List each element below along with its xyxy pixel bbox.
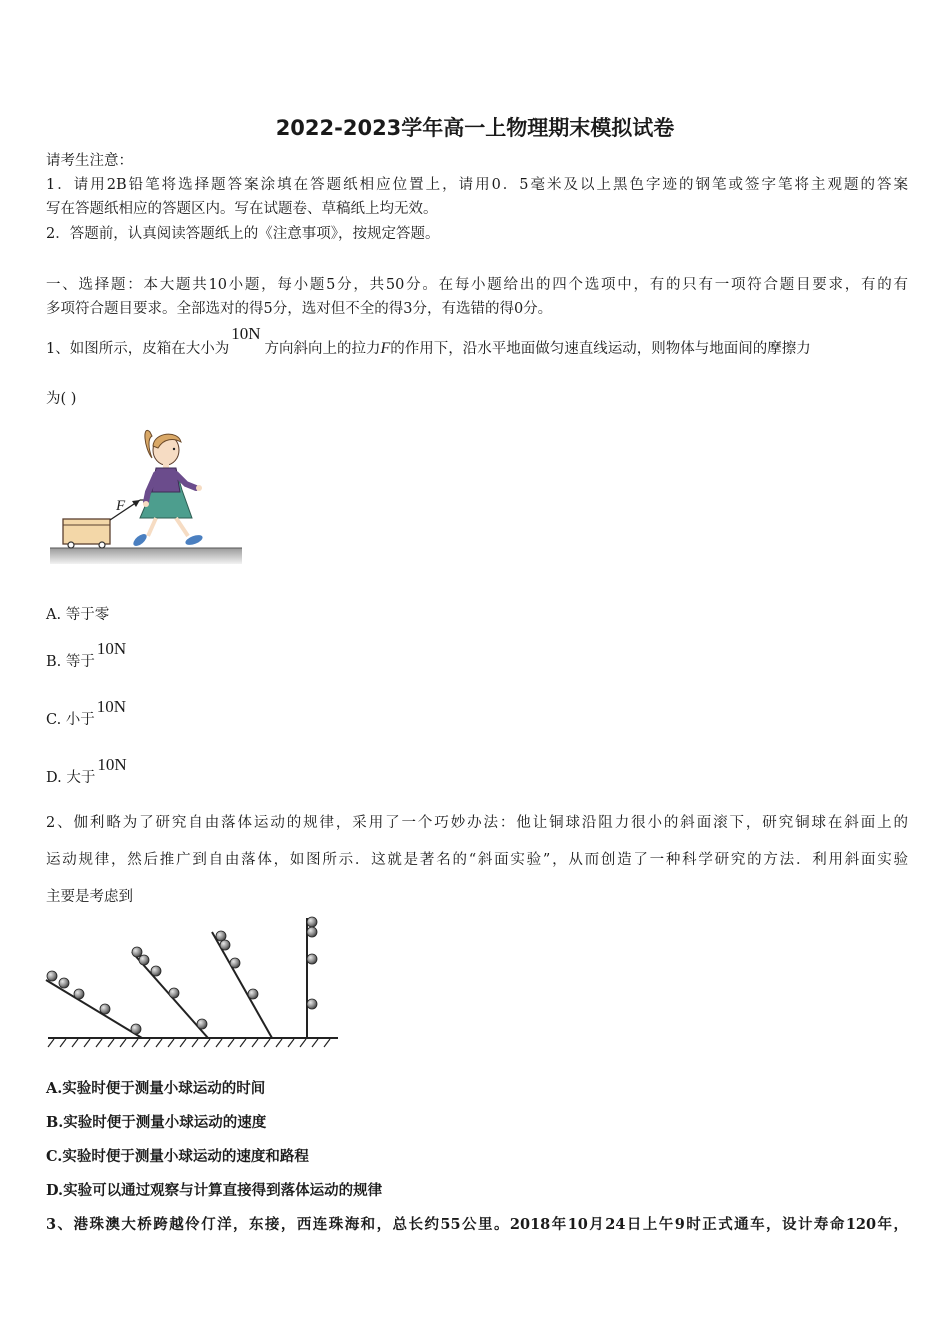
option-c-label: C. 小于 bbox=[46, 712, 95, 728]
question-1-option-d bbox=[46, 755, 908, 789]
ramp-1 bbox=[46, 980, 142, 1038]
question-1-figure bbox=[48, 418, 244, 570]
option-d-value: 10N bbox=[97, 755, 127, 774]
question-3-line-1: 3、港珠澳大桥跨越伶仃洋，东接，西连珠海和，总长约55公里。2018年10月24日上午9时正式通车，设计寿命120年， bbox=[46, 1216, 908, 1233]
question-1-prefix: 1、如图所示，皮箱在大小为 bbox=[46, 341, 230, 357]
question-2-figure bbox=[40, 912, 344, 1050]
option-b-value: 10N bbox=[96, 639, 127, 658]
question-1-option-c bbox=[46, 697, 908, 731]
section-intro-line-1: 一、选择题：本大题共10小题，每小题5分，共50分。在每小题给出的四个选项中，有的只有一项符合题目要求，有的有 bbox=[46, 277, 908, 293]
notice-heading: 请考生注意： bbox=[46, 153, 133, 169]
option-b-label: B. 等于 bbox=[46, 654, 95, 670]
question-1-suffix: 的作用下，沿水平地面做匀速直线运动，则物体与地面间的摩擦力 bbox=[390, 341, 811, 357]
suitcase-icon bbox=[63, 519, 110, 548]
girl-icon bbox=[131, 430, 204, 548]
question-1-stem bbox=[46, 324, 908, 360]
notice-item-1-line-1: 1．请用2B铅笔将选择题答案涂填在答题纸相应位置上，请用0．5毫米及以上黑色字迹的钢笔或签字笔将主观题的答案 bbox=[46, 177, 908, 193]
section-intro-line-2: 多项符合题目要求。全部选对的得5分，选对但不全的得3分，有选错的得0分。 bbox=[46, 301, 553, 317]
ground bbox=[50, 548, 242, 564]
question-2-option-a: A.实验时便于测量小球运动的时间 bbox=[46, 1080, 266, 1097]
question-1-force-symbol: F bbox=[380, 340, 391, 357]
question-1-option-a: A. 等于零 bbox=[46, 607, 110, 623]
question-2-option-c: C.实验时便于测量小球运动的速度和路程 bbox=[46, 1148, 309, 1165]
question-2-line-2: 运动规律，然后推广到自由落体，如图所示．这就是著名的“斜面实验”，从而创造了一种科学研究的方法．利用斜面实验 bbox=[46, 852, 908, 868]
question-2-option-b: B.实验时便于测量小球运动的速度 bbox=[46, 1114, 267, 1131]
page-title: 2022-2023学年高一上物理期末模拟试卷 bbox=[275, 116, 675, 140]
notice-item-2: 2．答题前，认真阅读答题纸上的《注意事项》，按规定答题。 bbox=[46, 226, 440, 242]
question-1-force-value: 10N bbox=[231, 324, 261, 343]
ground-hatching bbox=[48, 1039, 330, 1047]
force-label: F bbox=[116, 498, 126, 514]
notice-item-1-line-2: 写在答题纸相应的答题区内。写在试题卷、草稿纸上均无效。 bbox=[46, 201, 438, 217]
question-2-line-3: 主要是考虑到 bbox=[46, 889, 133, 905]
question-1-middle: 方向斜向上的拉力 bbox=[264, 341, 381, 357]
question-2-option-d: D.实验可以通过观察与计算直接得到落体运动的规律 bbox=[46, 1182, 383, 1199]
question-1-stem-line-2: 为( ) bbox=[46, 391, 77, 407]
question-2-line-1: 2、伽利略为了研究自由落体运动的规律，采用了一个巧妙办法：他让铜球沿阻力很小的斜面滚下，研究铜球在斜面上的 bbox=[46, 815, 908, 831]
question-1-option-b bbox=[46, 639, 908, 673]
option-d-label: D. 大于 bbox=[46, 770, 96, 786]
option-c-value: 10N bbox=[96, 697, 127, 716]
